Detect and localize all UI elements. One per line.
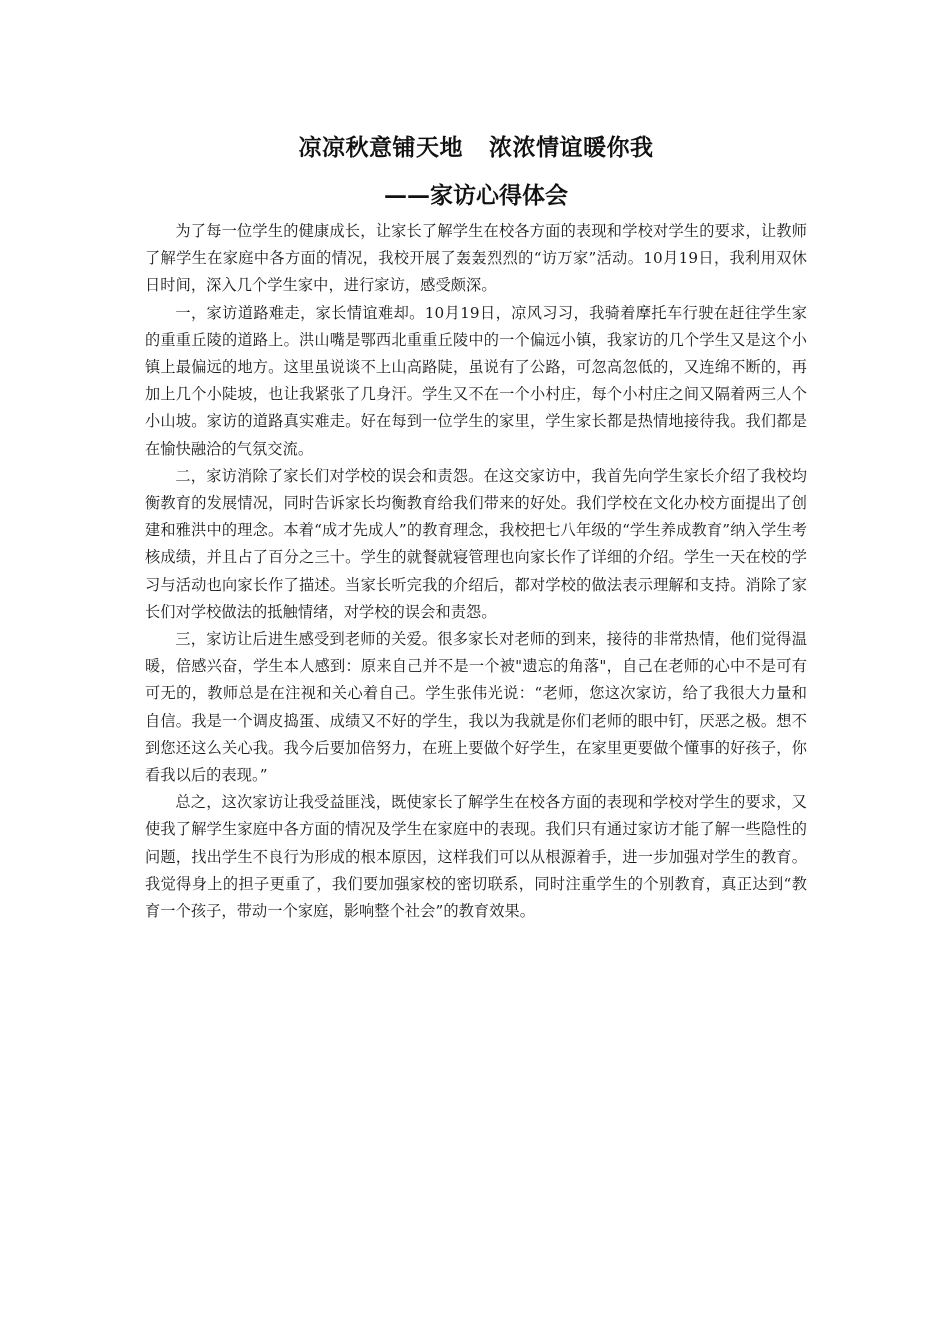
document-content: [145, 128, 807, 925]
paragraph-3: 三，家访让后进生感受到老师的关爱。很多家长对老师的到来，接待的非常热情，他们觉得温暖，倍感兴奋，学生本人感到：原来自己并不是一个被"遗忘的角落"，自己在老师的心中不是可有可无的，教师总是在注视和关心着自己。学生张伟光说：“老师，您这次家访，给了我很大力量和自信。我是一个调皮捣蛋、成绩又不好的学生，我以为我就是你们老师的眼中钉，厌恶之极。想不到您还这么关心我。我今后要加倍努力，在班上要做个好学生，在家里更要做个懂事的好孩子，你看我以后的表现。”: [145, 630, 807, 785]
title-part-1: 凉凉秋意铺天地: [298, 134, 463, 161]
document-subtitle: ——家访心得体会: [384, 182, 568, 209]
paragraph-intro: 为了每一位学生的健康成长，让家长了解学生在校各方面的表现和学校对学生的要求，让教师了解学生在家庭中各方面的情况，我校开展了轰轰烈烈的“访万家”活动。10月19日，我利用双休日时间，深入几个学生家中，进行家访，感受颇深。: [145, 222, 807, 295]
paragraph-2: 二，家访消除了家长们对学校的误会和责怨。在这交家访中，我首先向学生家长介绍了我校均衡教育的发展情况，同时告诉家长均衡教育给我们带来的好处。我们学校在文化办校方面提出了创建和雅洪中的理念。本着“成才先成人”的教育理念，我校把七八年级的“学生养成教育”纳入学生考核成绩，并且占了百分之三十。学生的就餐就寝管理也向家长作了详细的介绍。学生一天在校的学习与活动也向家长作了描述。当家长听完我的介绍后，都对学校的做法表示理解和支持。消除了家长们对学校做法的抵触情绪，对学校的误会和责怨。: [145, 466, 807, 621]
title-part-2: 浓浓情谊暖你我: [489, 134, 654, 161]
document-title: [145, 128, 807, 168]
document-body: [145, 218, 807, 925]
paragraph-1: 一，家访道路难走，家长情谊难却。10月19日，凉风习习，我骑着摩托车行驶在赶往学生家的重重丘陵的道路上。洪山嘴是鄂西北重重丘陵中的一个偏远小镇，我家访的几个学生又是这个小镇上最偏远的地方。这里虽说谈不上山高路陡，虽说有了公路，可忽高忽低的，又连绵不断的，再加上几个小陡坡，也让我紧张了几身汗。学生又不在一个小村庄，每个小村庄之间又隔着两三人个小山坡。家访的道路真实难走。好在每到一位学生的家里，学生家长都是热情地接待我。我们都是在愉快融洽的气氛交流。: [145, 303, 807, 458]
paragraph-conclusion: 总之，这次家访让我受益匪浅，既使家长了解学生在校各方面的表现和学校对学生的要求，又使我了解学生家庭中各方面的情况及学生在家庭中的表现。我们只有通过家访才能了解一些隐性的问题，找出学生不良行为形成的根本原因，这样我们可以从根源着手，进一步加强对学生的教育。我觉得身上的担子更重了，我们要加强家校的密切联系，同时注重学生的个别教育，真正达到“教育一个孩子，带动一个家庭，影响整个社会”的教育效果。: [145, 793, 807, 921]
